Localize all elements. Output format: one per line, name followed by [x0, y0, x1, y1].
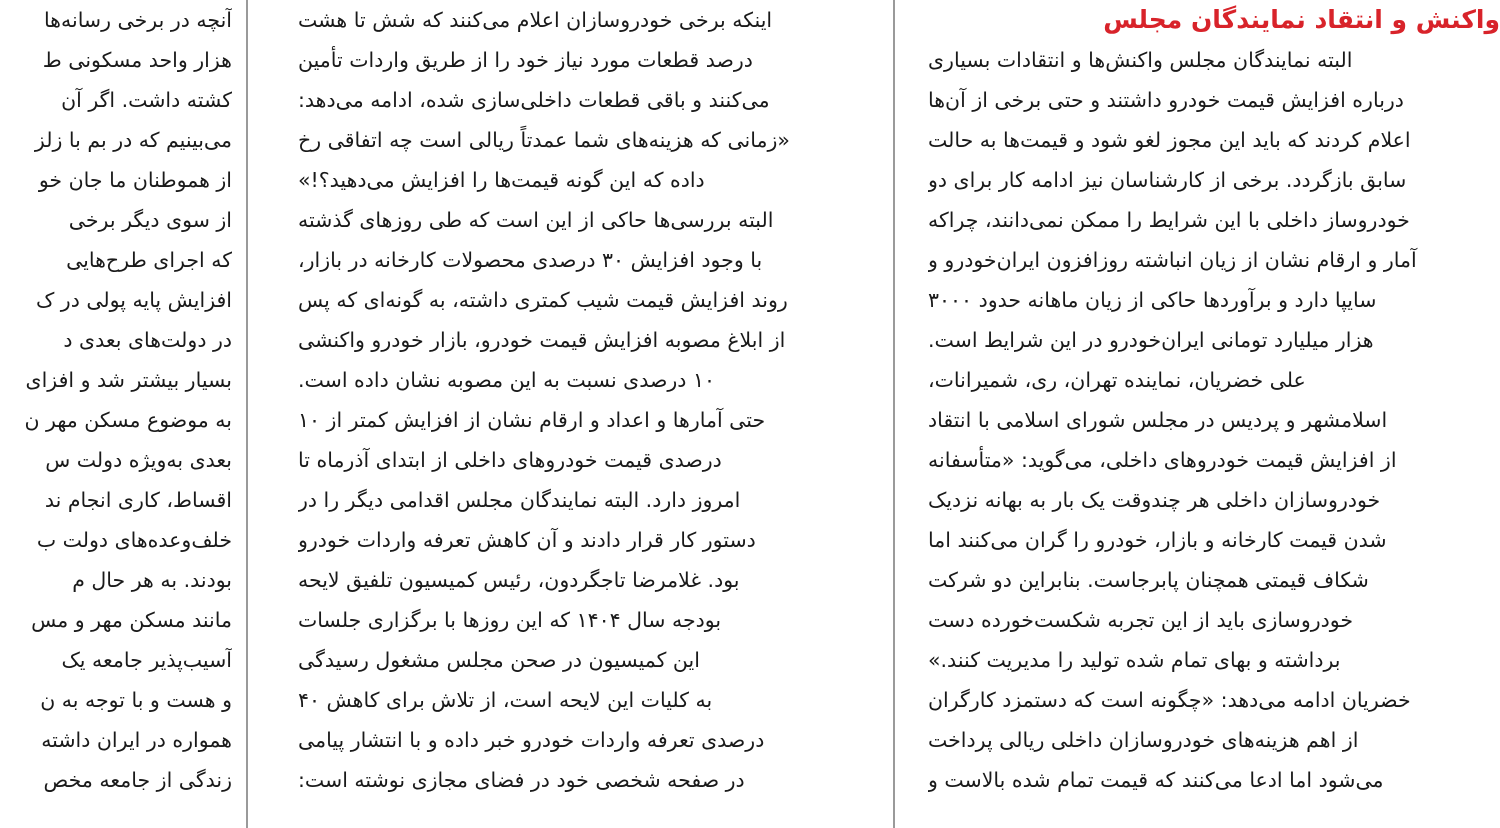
text-line: هزار میلیارد تومانی ایران‌خودرو در این شرایط است.	[928, 328, 1374, 352]
text-line: کشته داشت. اگر آن	[61, 88, 232, 112]
text-line: علی خضریان، نماینده تهران، ری، شمیرانات،	[928, 368, 1306, 392]
text-line: اعلام کردند که باید این مجوز لغو شود و قیمت‌ها به حالت	[928, 128, 1411, 152]
text-line: از ابلاغ مصوبه افزایش قیمت خودرو، بازار خودرو واکنشی	[298, 328, 786, 352]
text-line: دستور کار قرار دادند و آن کاهش تعرفه واردات خودرو	[298, 528, 756, 552]
text-line: شکاف قیمتی همچنان پابرجاست. بنابراین دو شرکت	[928, 568, 1369, 592]
text-line: آمار و ارقام نشان از زیان انباشته روزافزون ایران‌خودرو و	[928, 248, 1417, 272]
column-divider	[893, 0, 895, 828]
text-line: اینکه برخی خودروسازان اعلام می‌کنند که شش تا هشت	[298, 8, 773, 32]
text-line: روند افزایش قیمت شیب کمتری داشته، به گونه‌ای که پس	[298, 288, 788, 312]
text-line: سایپا دارد و برآوردها حاکی از زیان ماهانه حدود ۳۰۰۰	[928, 288, 1377, 312]
text-line: اقساط، کاری انجام ند	[44, 488, 232, 512]
text-line: در دولت‌های بعدی د	[63, 328, 232, 352]
text-line: زندگی از جامعه مخص	[43, 768, 232, 792]
text-line: افزایش پایه پولی در ک	[35, 288, 232, 312]
text-line: مانند مسکن مهر و مس	[31, 608, 232, 632]
text-line: برداشته و بهای تمام شده تولید را مدیریت کنند.»	[928, 648, 1341, 672]
text-line: با وجود افزایش ۳۰ درصدی محصولات کارخانه در بازار،	[298, 248, 763, 272]
text-line: حتی آمارها و اعداد و ارقام نشان از افزایش کمتر از ۱۰	[298, 408, 766, 432]
text-line: خودروسازان داخلی هر چندوقت یک بار به بهانه نزدیک	[928, 488, 1381, 512]
text-line: بسیار بیشتر شد و افزای	[25, 368, 232, 392]
column-divider	[246, 0, 248, 828]
text-line: می‌شود اما ادعا می‌کنند که قیمت تمام شده بالاست و	[928, 768, 1384, 792]
text-line: داده که این گونه قیمت‌ها را افزایش می‌دهید؟!»	[298, 168, 705, 192]
text-line: همواره در ایران داشته	[41, 728, 232, 752]
article-column-middle	[298, 0, 878, 828]
text-line: امروز دارد. البته نمایندگان مجلس اقدامی دیگر را در	[298, 488, 741, 512]
text-line: خودروسازی باید از این تجربه شکست‌خورده دست	[928, 608, 1354, 632]
text-line: که اجرای طرح‌هایی	[66, 248, 232, 272]
text-line: درصدی قیمت خودروهای داخلی از ابتدای آذرماه تا	[298, 448, 722, 472]
text-line: درباره افزایش قیمت خودرو داشتند و حتی برخی از آن‌ها	[928, 88, 1404, 112]
article-column-right	[928, 0, 1500, 828]
text-line: بود. غلامرضا تاجگردون، رئیس کمیسیون تلفیق لایحه	[298, 568, 740, 592]
text-line: در صفحه شخصی خود در فضای مجازی نوشته است:	[298, 768, 745, 792]
text-line: خضریان ادامه می‌دهد: «چگونه است که دستمزد کارگران	[928, 688, 1411, 712]
text-line: از اهم هزینه‌های خودروسازان داخلی ریالی پرداخت	[928, 728, 1359, 752]
text-line: و هست و با توجه به ن	[40, 688, 232, 712]
text-line: بودجه سال ۱۴۰۴ که این روزها با برگزاری جلسات	[298, 608, 722, 632]
text-line: ۱۰ درصدی نسبت به این مصوبه نشان داده است.	[298, 368, 715, 392]
article-column-left	[0, 0, 232, 828]
text-line: البته بررسی‌ها حاکی از این است که طی روزهای گذشته	[298, 208, 774, 232]
text-line: می‌بینیم که در بم با زلز	[34, 128, 232, 152]
text-line: آسیب‌پذیر جامعه یک	[61, 648, 232, 672]
text-line: سابق بازگردد. برخی از کارشناسان نیز ادامه کار برای دو	[928, 168, 1407, 192]
text-line: می‌کنند و باقی قطعات داخلی‌سازی شده، ادامه می‌دهد:	[298, 88, 770, 112]
text-line: از افزایش قیمت خودروهای داخلی، می‌گوید: «متأسفانه	[928, 448, 1397, 472]
text-line: شدن قیمت کارخانه و بازار، خودرو را گران می‌کنند اما	[928, 528, 1387, 552]
text-line: آنچه در برخی رسانه‌ها	[43, 8, 232, 32]
text-line: هزار واحد مسکونی ط	[42, 48, 232, 72]
text-line: به موضوع مسکن مهر ن	[24, 408, 232, 432]
text-line: خودروساز داخلی با این شرایط را ممکن نمی‌دانند، چراکه	[928, 208, 1410, 232]
text-line: خلف‌وعده‌های دولت ب	[36, 528, 232, 552]
text-line: «زمانی که هزینه‌های شما عمدتاً ریالی است چه اتفاقی رخ	[298, 128, 790, 152]
text-line: بودند. به هر حال م	[72, 568, 232, 592]
text-line: بعدی به‌ویژه دولت س	[45, 448, 232, 472]
text-line: از هموطنان ما جان خو	[38, 168, 232, 192]
text-line: البته نمایندگان مجلس واکنش‌ها و انتقادات بسیاری	[928, 48, 1353, 72]
text-line: درصدی تعرفه واردات خودرو خبر داده و با انتشار پیامی	[298, 728, 765, 752]
section-headline: واکنش و انتقاد نمایندگان مجلس	[1103, 5, 1500, 34]
text-line: از سوی دیگر برخی	[68, 208, 232, 232]
text-line: درصد قطعات مورد نیاز خود را از طریق واردات تأمین	[298, 48, 753, 72]
text-line: به کلیات این لایحه است، از تلاش برای کاهش ۴۰	[298, 688, 713, 712]
text-line: اسلامشهر و پردیس در مجلس شورای اسلامی با انتقاد	[928, 408, 1388, 432]
text-line: این کمیسیون در صحن مجلس مشغول رسیدگی	[298, 648, 700, 672]
